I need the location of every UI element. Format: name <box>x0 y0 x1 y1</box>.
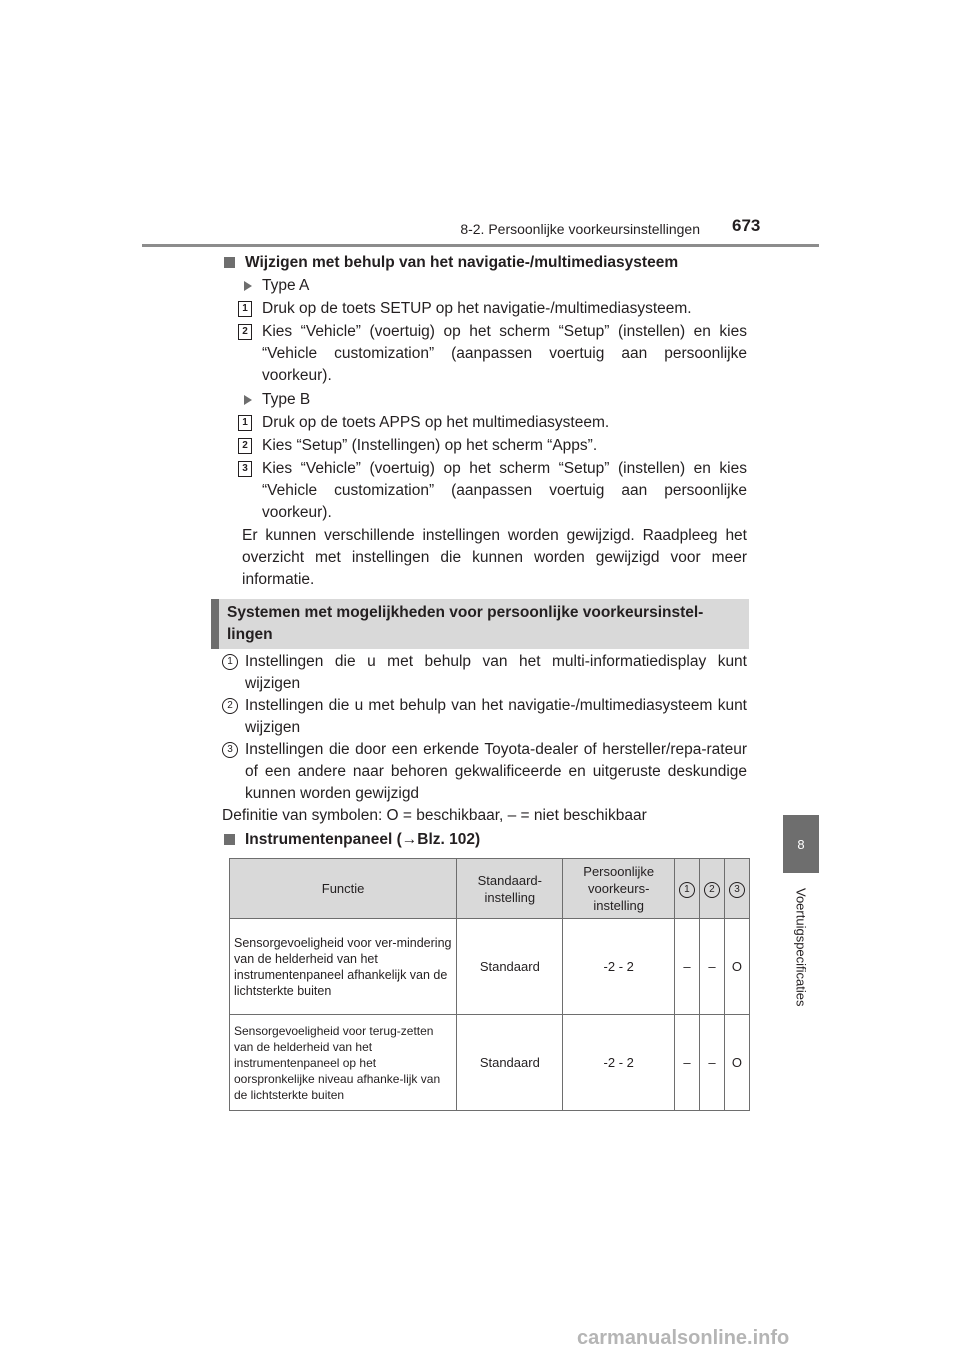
header-default: Standaard-instelling <box>457 859 563 919</box>
cell-default: Standaard <box>457 1015 563 1111</box>
table-header-row <box>230 859 750 919</box>
cell-c2: – <box>699 1015 724 1111</box>
cell-c2: – <box>699 919 724 1015</box>
cell-function: Sensorgevoeligheid voor ver-mindering van de helderheid van het instrumentenpaneel afhankelijk van de lichtsterkte buiten <box>230 919 457 1015</box>
chapter-number: 8 <box>797 836 805 852</box>
cell-c3: O <box>724 919 749 1015</box>
table-row <box>230 919 750 1015</box>
step-number-icon: 3 <box>238 461 252 477</box>
systems-section-box <box>211 599 749 649</box>
circled-number-icon: 3 <box>729 882 745 898</box>
step-text: Druk op de toets APPS op het multimediasysteem. <box>262 414 610 431</box>
section-heading-text: Wijzigen met behulp van het navigatie-/multimediasysteem <box>245 254 679 271</box>
step-item <box>238 321 747 387</box>
cell-function: Sensorgevoeligheid voor terug-zetten van de helderheid van het instrumentenpaneel op het oorspronkelijke niveau afhanke-lijk van de lichtsterkte buiten <box>230 1015 457 1111</box>
triangle-bullet-icon <box>244 395 252 405</box>
type-b-text: Type B <box>262 391 311 408</box>
step-item <box>238 435 747 457</box>
watermark-text: carmanualsonline.info <box>577 1327 790 1349</box>
category-text: Instellingen die door een erkende Toyota-dealer of hersteller/repa-rateur of een andere naar behoren gekwalificeerde en uitgeruste deskundige kunnen worden gewijzigd <box>245 741 747 802</box>
page-number: 673 <box>732 216 761 235</box>
step-item <box>238 412 747 434</box>
step-number-icon: 2 <box>238 324 252 340</box>
step-number-icon: 1 <box>238 301 252 317</box>
circled-number-icon: 2 <box>704 882 720 898</box>
cell-c1: – <box>674 1015 699 1111</box>
cell-personal: -2 - 2 <box>563 1015 675 1111</box>
category-text: Instellingen die u met behulp van het navigatie-/multimediasysteem kunt wijzigen <box>245 697 747 736</box>
symbol-definition: Definitie van symbolen: O = beschikbaar, – = niet beschikbaar <box>222 807 647 824</box>
circled-number-icon: 3 <box>222 742 238 758</box>
circled-number-icon: 1 <box>679 882 695 898</box>
chapter-title-vertical: Voertuigspecificaties <box>793 888 809 1007</box>
category-item <box>222 695 747 739</box>
type-a-label <box>244 275 747 297</box>
step-text: Kies “Vehicle” (voertuig) op het scherm “Setup” (instellen) en kies “Vehicle customization” (aanpassen voertuig aan persoonlijke voorkeur). <box>262 460 747 521</box>
step-text: Kies “Setup” (Instellingen) op het scherm “Apps”. <box>262 437 598 454</box>
section-heading-instrument <box>222 829 747 851</box>
step-text: Druk op de toets SETUP op het navigatie-/multimediasysteem. <box>262 300 692 317</box>
step-text: Kies “Vehicle” (voertuig) op het scherm “Setup” (instellen) en kies “Vehicle customization” (aanpassen voertuig aan persoonlijke voorkeur). <box>262 323 747 384</box>
header-personal: Persoonlijke voorkeurs-instelling <box>563 859 675 919</box>
cell-personal: -2 - 2 <box>563 919 675 1015</box>
categories-section <box>222 651 747 851</box>
step-item <box>238 458 747 524</box>
note-paragraph: Er kunnen verschillende instellingen worden gewijzigd. Raadpleeg het overzicht met instellingen die kunnen worden gewijzigd voor meer informatie. <box>242 527 747 588</box>
square-bullet-icon <box>224 834 235 845</box>
settings-table <box>229 858 750 1111</box>
chapter-tab[interactable] <box>783 815 819 873</box>
cell-default: Standaard <box>457 919 563 1015</box>
category-item <box>222 651 747 695</box>
systems-box-title: Systemen met mogelijkheden voor persoonlijke voorkeursinstel-lingen <box>227 604 704 643</box>
triangle-bullet-icon <box>244 281 252 291</box>
category-item <box>222 739 747 805</box>
header-col3 <box>724 859 749 919</box>
step-number-icon: 1 <box>238 415 252 431</box>
nav-section <box>222 252 747 591</box>
square-bullet-icon <box>224 257 235 268</box>
table-row <box>230 1015 750 1111</box>
section-heading-nav <box>222 252 747 274</box>
category-text: Instellingen die u met behulp van het multi-informatiedisplay kunt wijzigen <box>245 653 747 692</box>
header-col1 <box>674 859 699 919</box>
cell-c1: – <box>674 919 699 1015</box>
header-function: Functie <box>230 859 457 919</box>
header-col2 <box>699 859 724 919</box>
type-b-label <box>244 389 747 411</box>
running-header-section: 8-2. Persoonlijke voorkeursinstellingen <box>460 221 700 237</box>
cell-c3: O <box>724 1015 749 1111</box>
instrument-heading-text[interactable]: Instrumentenpaneel (→Blz. 102) <box>245 831 481 848</box>
type-a-text: Type A <box>262 277 310 294</box>
step-number-icon: 2 <box>238 438 252 454</box>
circled-number-icon: 1 <box>222 654 238 670</box>
header-divider <box>142 244 819 247</box>
circled-number-icon: 2 <box>222 698 238 714</box>
step-item <box>238 298 747 320</box>
